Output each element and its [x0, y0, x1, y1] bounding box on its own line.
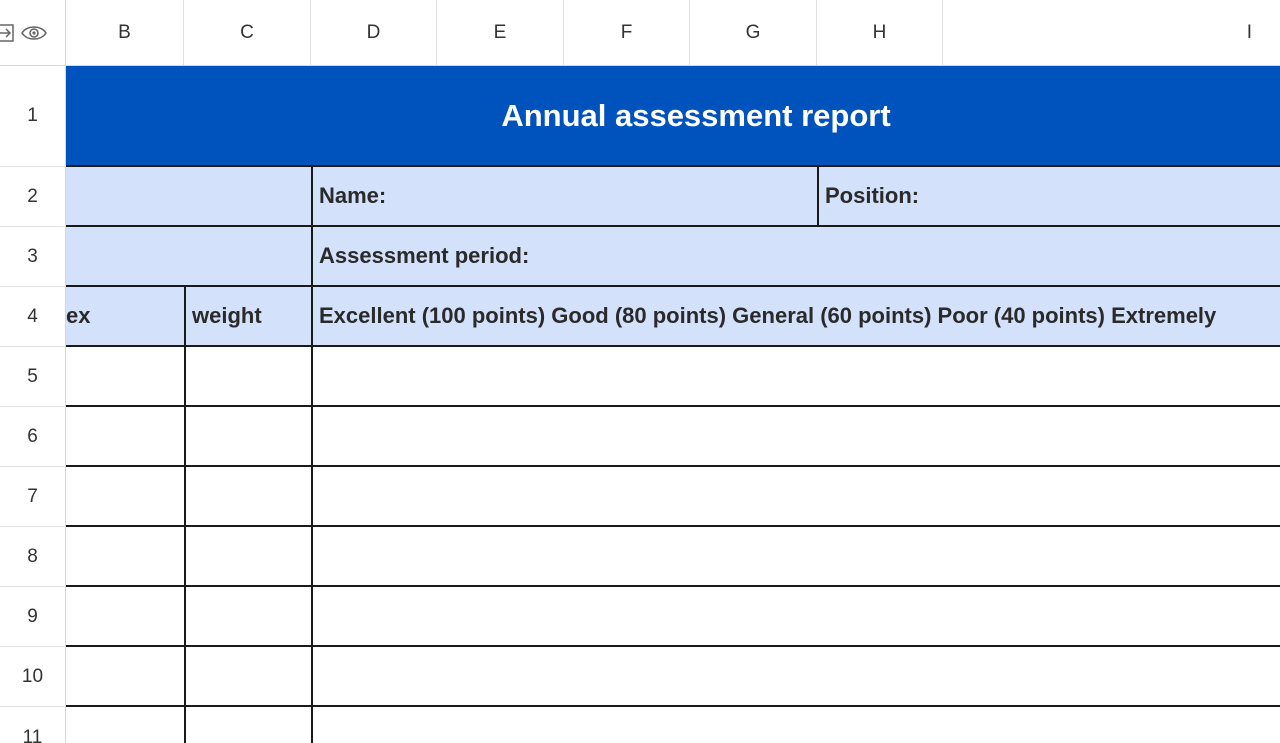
column-header-f[interactable]: F [564, 0, 690, 65]
report-title: Annual assessment report [501, 97, 891, 133]
row-header-2[interactable]: 2 [0, 167, 66, 227]
weight-header-cell[interactable] [184, 287, 311, 347]
table-row-11-index[interactable] [66, 707, 184, 743]
table-row-9-score[interactable] [311, 587, 1280, 647]
table-row-7-index[interactable] [66, 467, 184, 527]
name-cell[interactable] [311, 167, 817, 227]
table-row-6-score[interactable] [311, 407, 1280, 467]
table-row-5-score[interactable] [311, 347, 1280, 407]
table-row-11-score[interactable] [311, 707, 1280, 743]
period-label: Assessment period: [319, 243, 530, 268]
index-header-label: ex [66, 303, 91, 328]
table-row-7-weight[interactable] [184, 467, 311, 527]
table-row-6-index[interactable] [66, 407, 184, 467]
table-row-8-weight[interactable] [184, 527, 311, 587]
table-row-10-index[interactable] [66, 647, 184, 707]
table-row-10-score[interactable] [311, 647, 1280, 707]
eye-icon[interactable] [20, 21, 48, 45]
weight-header-label: weight [192, 303, 262, 328]
column-header-bar [0, 0, 1280, 66]
row-header-11[interactable]: 11 [0, 707, 66, 743]
column-header-d[interactable]: D [311, 0, 437, 65]
column-header-i[interactable]: I [1246, 21, 1252, 43]
index-header-cell[interactable] [66, 287, 184, 347]
row-header-4[interactable]: 4 [0, 287, 66, 347]
column-header-g[interactable]: G [690, 0, 817, 65]
table-row-8-index[interactable] [66, 527, 184, 587]
freeze-arrow-icon[interactable] [0, 21, 20, 45]
cell-b2-merged[interactable] [66, 167, 311, 227]
row-header-5[interactable]: 5 [0, 347, 66, 407]
table-row-5-weight[interactable] [184, 347, 311, 407]
table-row-8-score[interactable] [311, 527, 1280, 587]
period-cell[interactable] [311, 227, 1280, 287]
title-cell[interactable] [66, 66, 1280, 167]
row-header-3[interactable]: 3 [0, 227, 66, 287]
row-header-1[interactable]: 1 [0, 66, 66, 167]
cell-grid [66, 66, 1280, 743]
table-row-9-index[interactable] [66, 587, 184, 647]
row-header-9[interactable]: 9 [0, 587, 66, 647]
position-cell[interactable] [817, 167, 1280, 227]
position-label: Position: [825, 183, 920, 208]
column-header-e[interactable]: E [437, 0, 564, 65]
scale-header-cell[interactable] [311, 287, 1280, 347]
cell-b3-merged[interactable] [66, 227, 311, 287]
row-header-7[interactable]: 7 [0, 467, 66, 527]
table-row-6-weight[interactable] [184, 407, 311, 467]
row-header-10[interactable]: 10 [0, 647, 66, 707]
select-all-corner[interactable] [0, 0, 66, 66]
column-header-c[interactable]: C [184, 0, 311, 65]
scale-header-label: Excellent (100 points) Good (80 points) General (60 points) Poor (40 points) Extremely [319, 303, 1217, 328]
table-row-11-weight[interactable] [184, 707, 311, 743]
name-label: Name: [319, 183, 387, 208]
row-header-8[interactable]: 8 [0, 527, 66, 587]
row-header-6[interactable]: 6 [0, 407, 66, 467]
table-row-7-score[interactable] [311, 467, 1280, 527]
column-header-b[interactable]: B [66, 0, 184, 65]
table-row-9-weight[interactable] [184, 587, 311, 647]
table-row-5-index[interactable] [66, 347, 184, 407]
table-row-10-weight[interactable] [184, 647, 311, 707]
column-header-h[interactable]: H [817, 0, 943, 65]
